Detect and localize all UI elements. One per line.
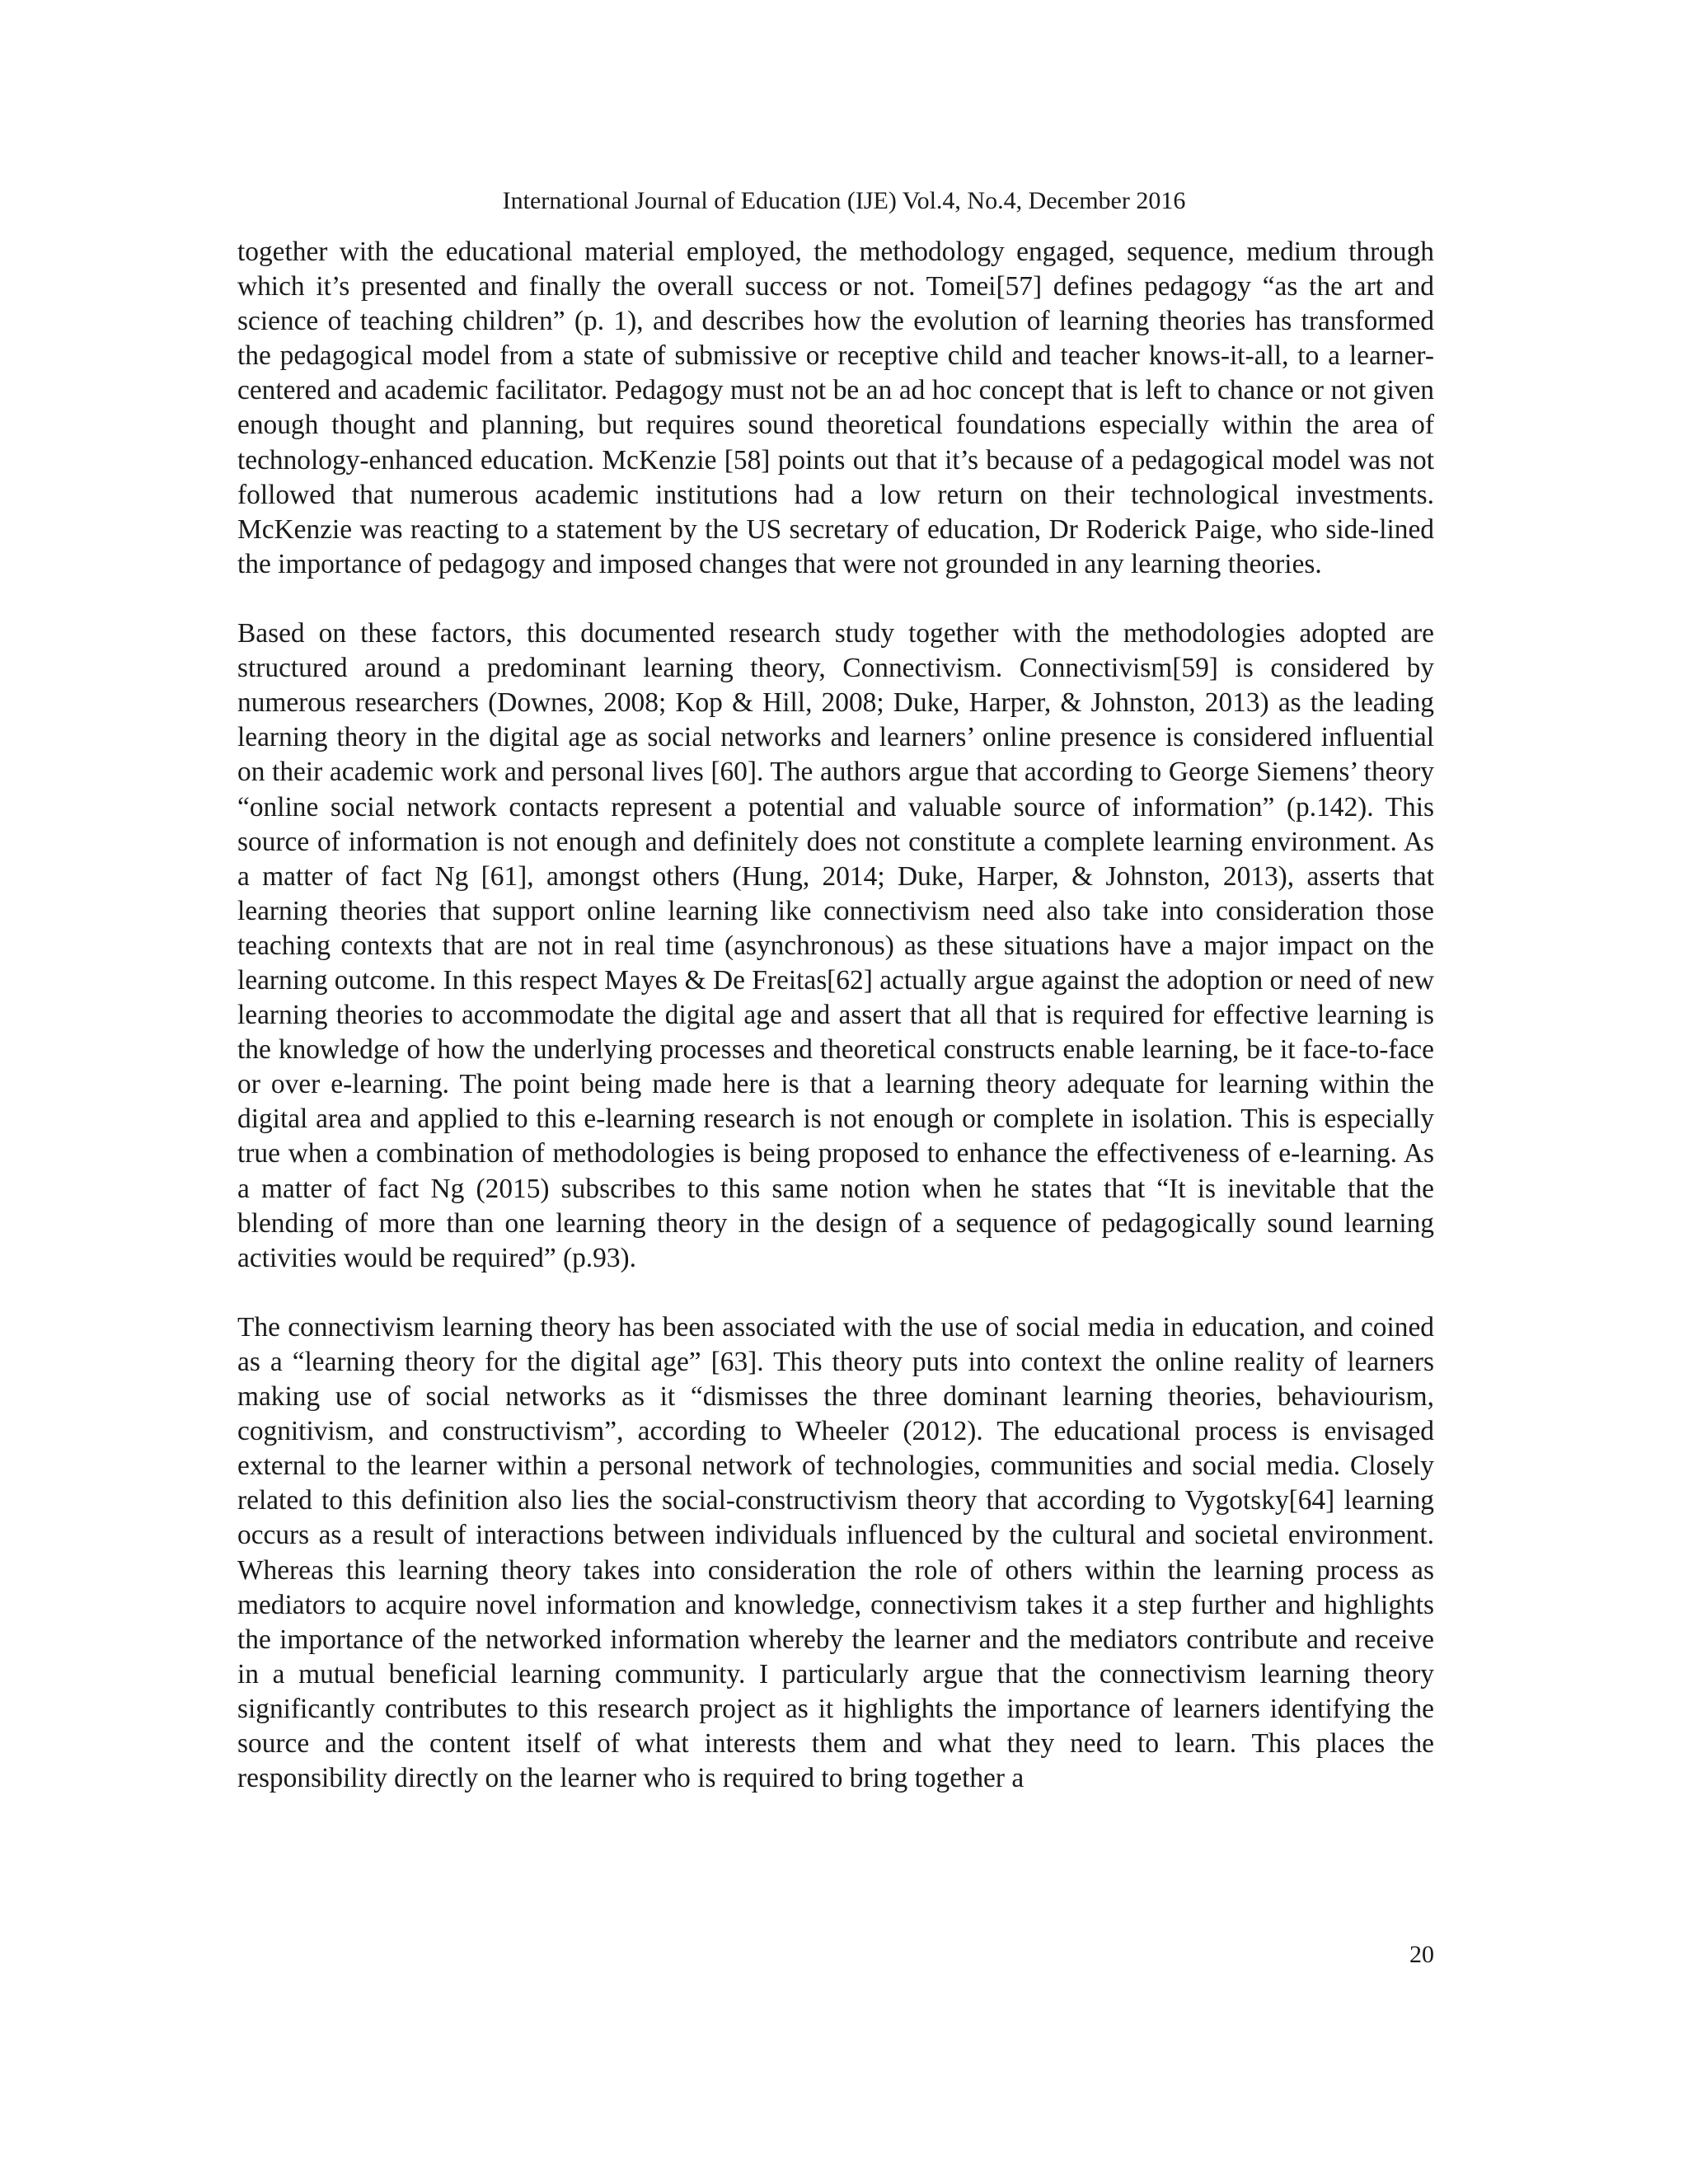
running-header: International Journal of Education (IJE) Vol.4, No.4, December 2016 [502,187,1186,214]
page-number: 20 [1409,1941,1434,1968]
body-text [237,235,1434,1796]
paragraph-connectivism-theory: The connectivism learning theory has been associated with the use of social media in education, and coined as a “learning theory for the digital age” [63]. This theory puts into context the online reality of learners making use of social networks as it “dismisses the three dominant learning theories, behaviourism, cognitivism, and constructivism”, according to Wheeler (2012). The educational process is envisaged external to the learner within a personal network of technologies, communities and social media. Closely related to this definition also lies the social-constructivism theory that according to Vygotsky[64] learning occurs as a result of interactions between individuals influenced by the cultural and societal environment. Whereas this learning theory takes into consideration the role of others within the learning process as mediators to acquire novel information and knowledge, connectivism takes it a step further and highlights the importance of the networked information whereby the learner and the mediators contribute and receive in a mutual beneficial learning community. I particularly argue that the connectivism learning theory significantly contributes to this research project as it highlights the importance of learners identifying the source and the content itself of what interests them and what they need to learn. This places the responsibility directly on the learner who is required to bring together a [237,1311,1434,1794]
paragraph-connectivism-factors: Based on these factors, this documented research study together with the methodologies adopted are structured around a predominant learning theory, Connectivism. Connectivism[59] is considered by numerous researchers (Downes, 2008; Kop & Hill, 2008; Duke, Harper, & Johnston, 2013) as the leading learning theory in the digital age as social networks and learners’ online presence is considered influential on their academic work and personal lives [60]. The authors argue that according to George Siemens’ theory “online social network contacts represent a potential and valuable source of information” (p.142). This source of information is not enough and definitely does not constitute a complete learning environment. As a matter of fact Ng [61], amongst others (Hung, 2014; Duke, Harper, & Johnston, 2013), asserts that learning theories that support online learning like connectivism need also take into consideration those teaching contexts that are not in real time (asynchronous) as these situations have a major impact on the learning outcome. In this respect Mayes & De Freitas[62] actually argue against the adoption or need of new learning theories to accommodate the digital age and assert that all that is required for effective learning is the knowledge of how the underlying processes and theoretical constructs enable learning, be it face-to-face or over e-learning. The point being made here is that a learning theory adequate for learning within the digital area and applied to this e-learning research is not enough or complete in isolation. This is especially true when a combination of methodologies is being proposed to enhance the effectiveness of e-learning. As a matter of fact Ng (2015) subscribes to this same notion when he states that “It is inevitable that the blending of more than one learning theory in the design of a sequence of pedagogically sound learning activities would be required” (p.93). [237,618,1434,1273]
paragraph-pedagogy: together with the educational material employed, the methodology engaged, sequence, medium through which it’s presented and finally the overall success or not. Tomei[57] defines pedagogy “as the art and science of teaching children” (p. 1), and describes how the evolution of learning theories has transformed the pedagogical model from a state of submissive or receptive child and teacher knows-it-all, to a learner-centered and academic facilitator. Pedagogy must not be an ad hoc concept that is left to chance or not given enough thought and planning, but requires sound theoretical foundations especially within the area of technology-enhanced education. McKenzie [58] points out that it’s because of a pedagogical model was not followed that numerous academic institutions had a low return on their technological investments. McKenzie was reacting to a statement by the US secretary of education, Dr Roderick Paige, who side-lined the importance of pedagogy and imposed changes that were not grounded in any learning theories. [237,237,1434,579]
